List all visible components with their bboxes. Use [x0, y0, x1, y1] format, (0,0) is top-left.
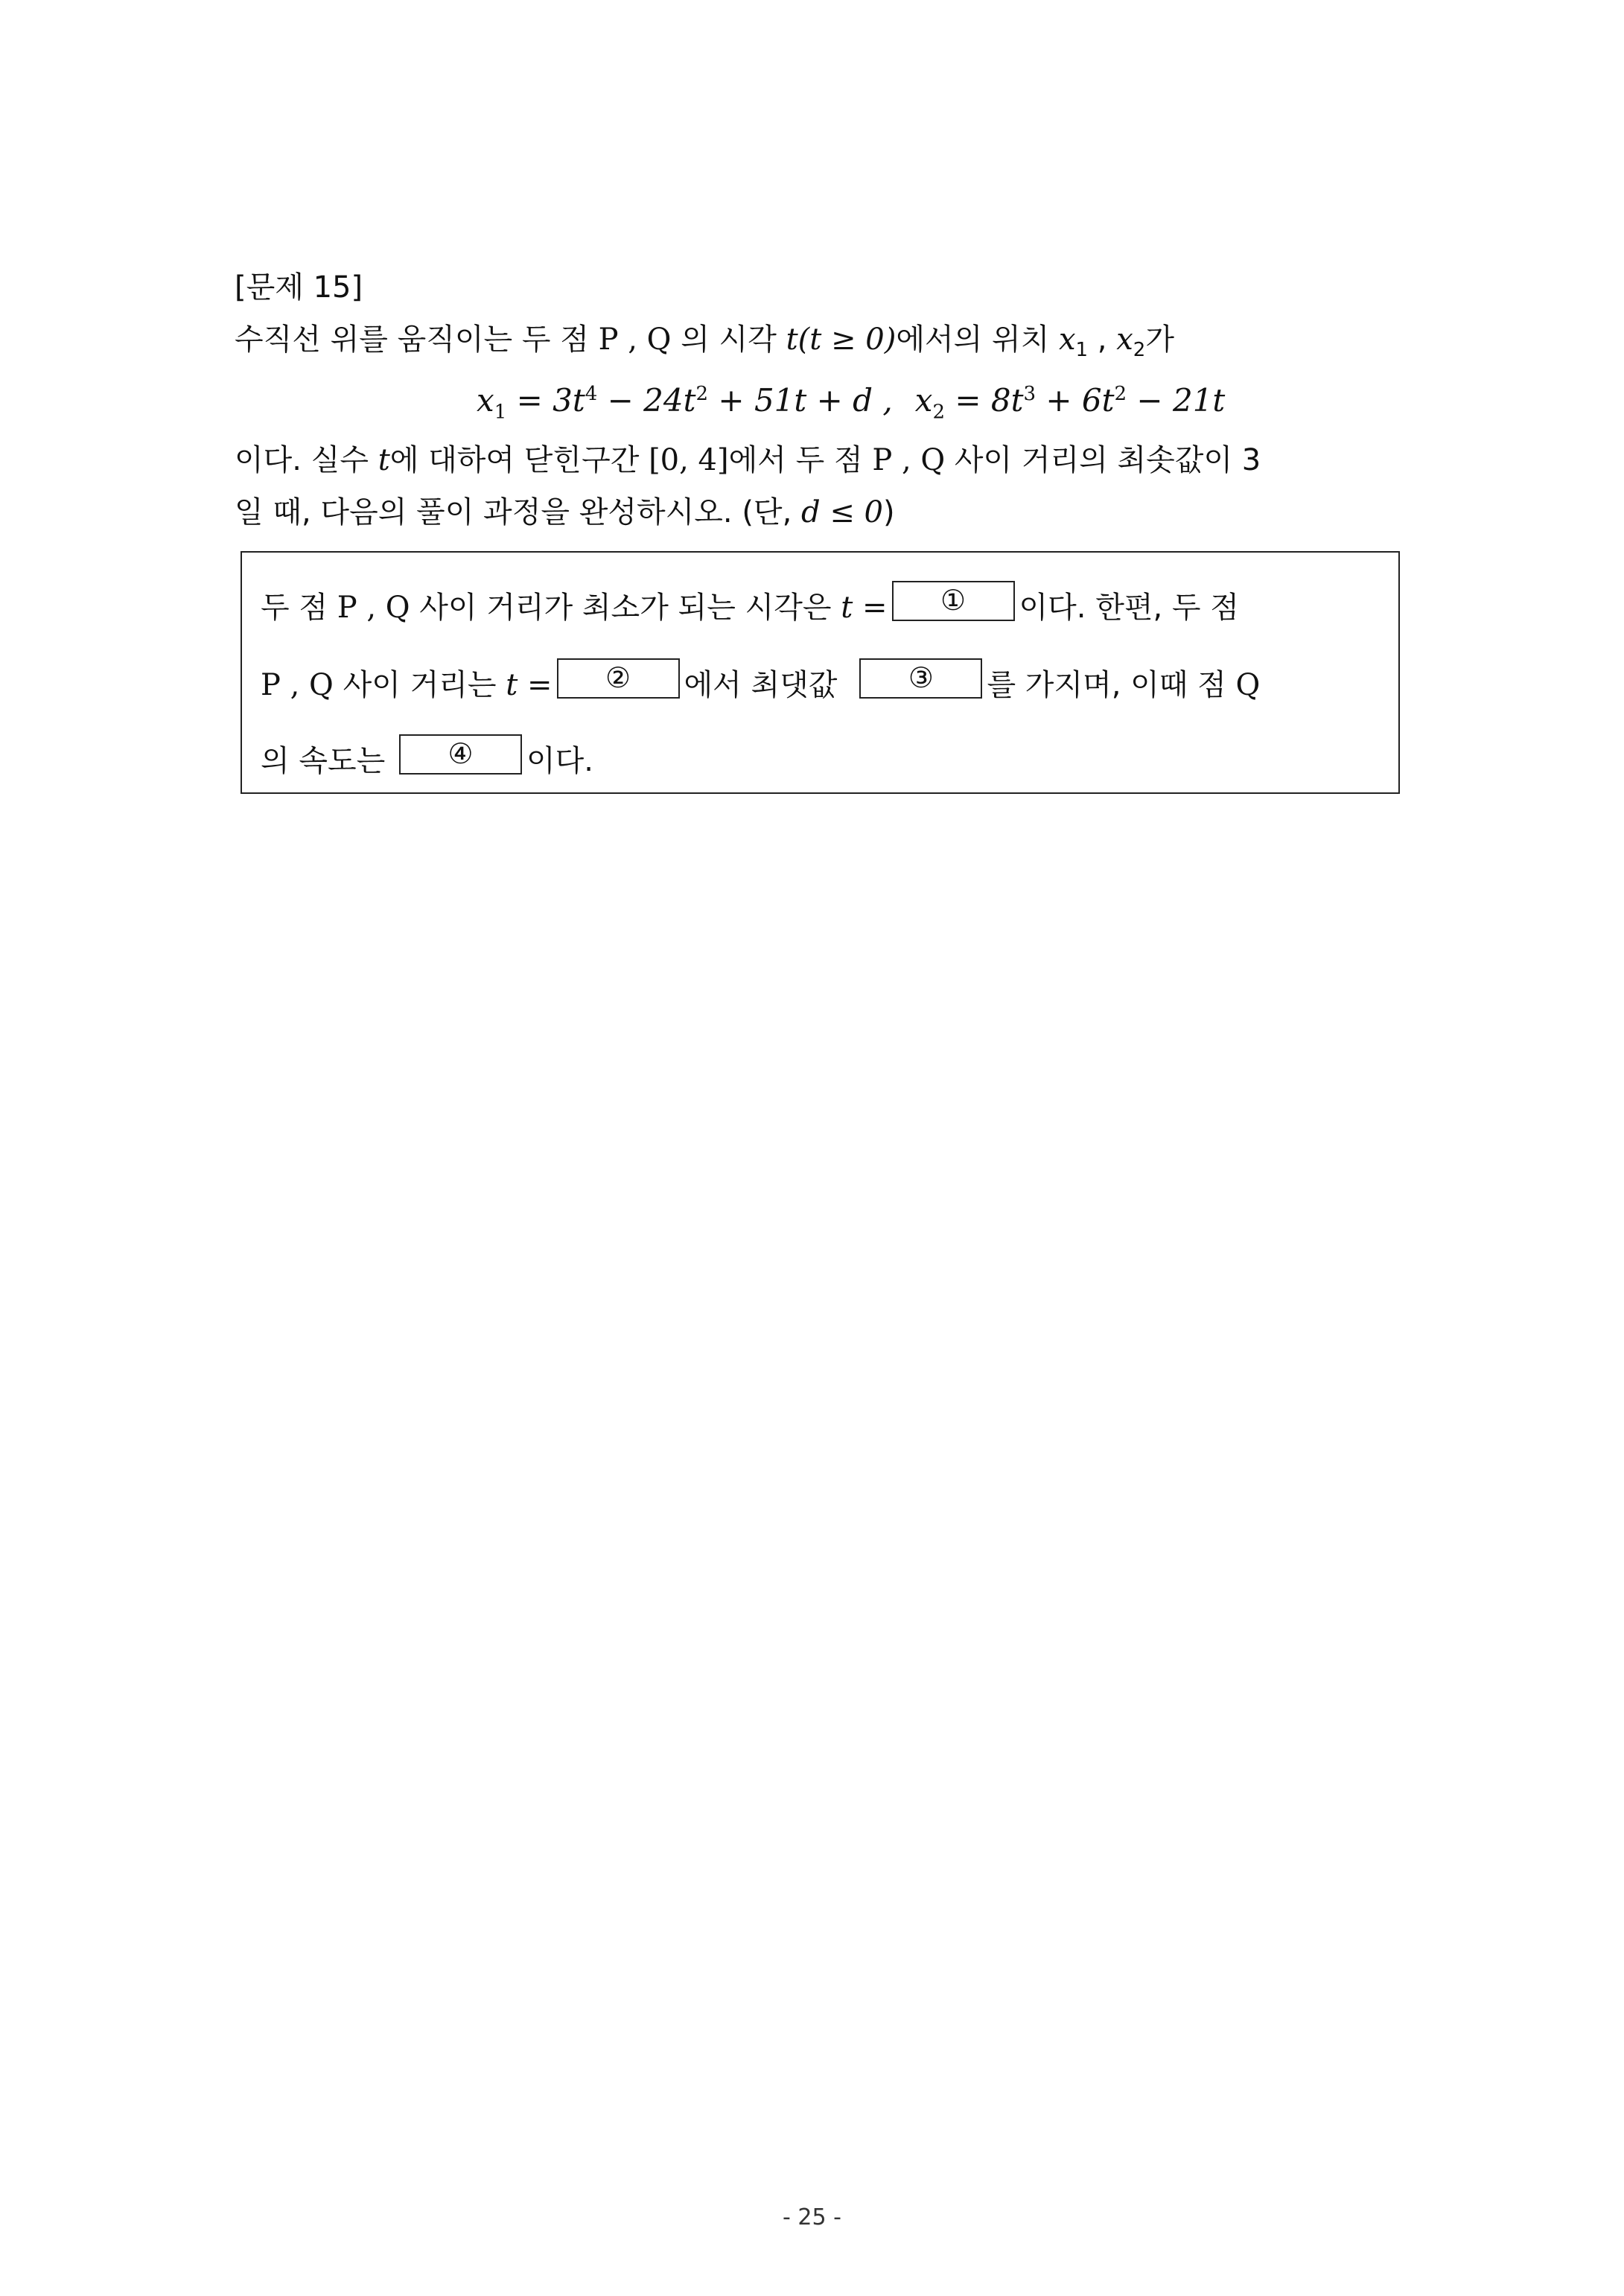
var-x1: x: [1058, 322, 1076, 357]
subscript: 1: [1075, 339, 1089, 361]
problem-line-1: [235, 320, 1174, 359]
text: 의 시각: [671, 322, 786, 357]
answer-blank-2[interactable]: ②: [557, 658, 680, 699]
expr: + 51t + d ,: [708, 382, 893, 419]
expr: − 21t: [1127, 382, 1226, 419]
t-equals: t =: [841, 591, 888, 625]
page-number: - 25 -: [783, 2204, 841, 2230]
text: 사이 거리가 최소가 되는 시각은: [410, 591, 841, 625]
text: 의 속도는: [261, 744, 395, 778]
expr: − 24t: [597, 382, 696, 419]
expr: = 3t: [506, 382, 585, 419]
text: 에서 두 점: [728, 443, 873, 477]
exponent: 2: [1114, 383, 1127, 405]
var-x2: x: [914, 382, 933, 419]
expr: + 6t: [1036, 382, 1115, 419]
solution-line-1: [261, 581, 1239, 628]
solution-line-2: [261, 658, 1260, 705]
point-q: Q: [1235, 668, 1261, 702]
text: 두 점: [261, 591, 337, 625]
text: 이다.: [526, 744, 593, 778]
subscript: 2: [932, 401, 945, 424]
text: 사이 거리는: [333, 668, 506, 702]
subscript: 1: [494, 401, 507, 424]
points-pq: P , Q: [598, 322, 672, 357]
text: 를 가지며, 이때 점: [987, 668, 1236, 702]
text: 에서의 위치: [896, 322, 1059, 357]
answer-blank-3[interactable]: ③: [859, 658, 982, 699]
text: 사이 거리의 최솟값이 3: [945, 443, 1261, 477]
time-condition: (t ≥ 0): [797, 322, 897, 357]
points-pq: P , Q: [872, 443, 946, 477]
var-t: t: [786, 322, 798, 357]
solution-box: [241, 551, 1400, 794]
text: 에서 최댓값: [684, 668, 838, 702]
var-x2: x: [1116, 322, 1133, 357]
exponent: 3: [1023, 383, 1037, 405]
points-pq: P , Q: [261, 668, 334, 702]
interval: [0, 4]: [649, 443, 729, 477]
text: 에 대하여 닫힌구간: [389, 443, 649, 477]
points-pq: P , Q: [337, 591, 410, 625]
answer-blank-1[interactable]: ①: [892, 581, 1015, 621]
exponent: 4: [585, 383, 598, 405]
text: ): [883, 495, 895, 530]
text: 이다. 한편, 두 점: [1019, 591, 1239, 625]
subscript: 2: [1133, 339, 1146, 361]
problem-line-4: [235, 493, 895, 532]
expr: = 8t: [944, 382, 1024, 419]
d-condition: d ≤ 0: [801, 495, 883, 530]
answer-blank-4[interactable]: ④: [399, 734, 522, 775]
problem-line-3: [235, 441, 1261, 480]
exponent: 2: [695, 383, 709, 405]
var-x1: x: [477, 382, 494, 419]
t-equals: t =: [506, 668, 553, 702]
text: 가: [1145, 322, 1174, 357]
position-formula: [477, 380, 1225, 422]
problem-title: [문제 15]: [235, 270, 363, 305]
solution-line-3: [261, 734, 593, 781]
text: 이다. 실수: [235, 443, 378, 477]
var-t: t: [378, 443, 390, 477]
text: 일 때, 다음의 풀이 과정을 완성하시오. (단,: [235, 495, 801, 530]
text: 수직선 위를 움직이는 두 점: [235, 322, 599, 357]
comma: ,: [1088, 322, 1117, 357]
